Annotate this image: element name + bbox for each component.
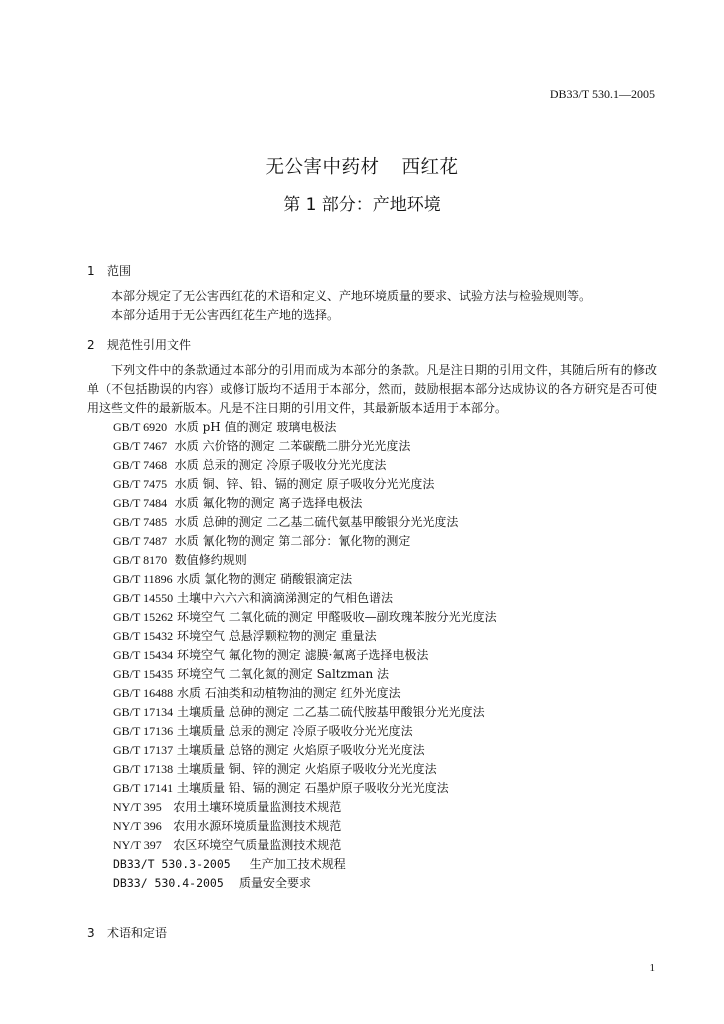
reference-item (113, 779, 497, 798)
reference-item (113, 798, 497, 817)
reference-title: 水质 氰化物的测定 第二部分：氰化物的测定 (174, 534, 411, 548)
reference-code: GB/T 6920 (113, 420, 168, 434)
reference-code: GB/T 17134 (113, 705, 174, 719)
reference-code: GB/T 16488 (113, 686, 174, 700)
reference-title: 土壤质量 总铬的测定 火焰原子吸收分光光度法 (176, 743, 425, 757)
section-title: 规范性引用文件 (107, 338, 192, 352)
reference-code: GB/T 15262 (113, 610, 174, 624)
reference-code: GB/T 15435 (113, 667, 174, 681)
reference-code: NY/T 396 (113, 819, 162, 833)
reference-code: GB/T 7484 (113, 496, 168, 510)
reference-title: 环境空气 二氧化硫的测定 甲醛吸收—副玫瑰苯胺分光光度法 (176, 610, 497, 624)
reference-item (113, 494, 497, 513)
section-number: 3 (87, 926, 95, 940)
reference-code: GB/T 7467 (113, 439, 168, 453)
section-title: 范围 (107, 264, 132, 278)
document-title (0, 153, 724, 183)
reference-item (113, 589, 497, 608)
reference-item (113, 456, 497, 475)
reference-title: 土壤中六六六和滴滴涕测定的气相色谱法 (176, 591, 393, 605)
reference-title: 水质 六价铬的测定 二苯碳酰二肼分光光度法 (174, 439, 411, 453)
reference-title: 环境空气 二氧化氮的测定 Saltzman 法 (176, 667, 390, 681)
reference-title: 农用土壤环境质量监测技术规范 (173, 800, 342, 814)
reference-code: GB/T 15434 (113, 648, 174, 662)
reference-title: 农区环境空气质量监测技术规范 (173, 838, 342, 852)
references-intro-paragraph: 下列文件中的条款通过本部分的引用而成为本部分的条款。凡是注日期的引用文件，其随后所有的修改单（不包括勘误的内容）或修订版均不适用于本部分，然而，鼓励根据本部分达成协议的各方研究是否可使用这些文件的最新版本。凡是不注日期的引用文件，其最新版本适用于本部分。 (87, 363, 657, 415)
reference-item (113, 475, 497, 494)
reference-code: GB/T 15432 (113, 629, 174, 643)
reference-code: GB/T 7487 (113, 534, 168, 548)
reference-item (113, 608, 497, 627)
reference-item (113, 646, 497, 665)
reference-code: DB33/ 530.4-2005 (113, 876, 224, 890)
title-main: 无公害中药材 (265, 157, 380, 178)
reference-item (113, 418, 497, 437)
reference-item (113, 703, 497, 722)
section-heading-scope (87, 262, 131, 279)
scope-paragraph: 本部分适用于无公害西红花生产地的选择。 (111, 308, 340, 322)
reference-title: 水质 总汞的测定 冷原子吸收分光光度法 (174, 458, 387, 472)
reference-title: 水质 总砷的测定 二乙基二硫代氨基甲酸银分光光度法 (174, 515, 459, 529)
reference-code: GB/T 17138 (113, 762, 174, 776)
reference-title: 质量安全要求 (239, 876, 312, 890)
reference-item (113, 513, 497, 532)
reference-code: GB/T 17137 (113, 743, 174, 757)
page-number: 1 (649, 962, 655, 974)
reference-item (113, 551, 497, 570)
reference-code: GB/T 7475 (113, 477, 168, 491)
reference-title: 土壤质量 铜、锌的测定 火焰原子吸收分光光度法 (176, 762, 437, 776)
reference-title: 土壤质量 铅、镉的测定 石墨炉原子吸收分光光度法 (176, 781, 449, 795)
document-subtitle: 第 1 部分：产地环境 (283, 195, 441, 215)
reference-title: 土壤质量 总汞的测定 冷原子吸收分光光度法 (176, 724, 413, 738)
reference-item (113, 684, 497, 703)
reference-code: GB/T 17141 (113, 781, 174, 795)
title-subject: 西红花 (401, 157, 459, 178)
section-number: 1 (87, 264, 95, 278)
reference-title: 土壤质量 总砷的测定 二乙基二硫代胺基甲酸银分光光度法 (176, 705, 485, 719)
reference-title: 数值修约规则 (174, 553, 247, 567)
reference-code: GB/T 7468 (113, 458, 168, 472)
reference-item (113, 532, 497, 551)
reference-item (113, 627, 497, 646)
reference-code: NY/T 397 (113, 838, 162, 852)
section-heading-normative-references (87, 336, 191, 353)
reference-item (113, 760, 497, 779)
reference-item (113, 437, 497, 456)
reference-item (113, 741, 497, 760)
reference-item (113, 855, 497, 874)
reference-code: GB/T 14550 (113, 591, 174, 605)
reference-title: 农用水源环境质量监测技术规范 (173, 819, 342, 833)
reference-title: 环境空气 氟化物的测定 滤膜·氟离子选择电极法 (176, 648, 429, 662)
reference-title: 水质 pH 值的测定 玻璃电极法 (174, 420, 337, 434)
section-heading-terms-definitions (87, 924, 167, 941)
reference-item (113, 570, 497, 589)
reference-item (113, 836, 497, 855)
reference-item (113, 874, 497, 893)
reference-title: 水质 石油类和动植物油的测定 红外光度法 (176, 686, 401, 700)
title-block (0, 153, 724, 219)
reference-code: GB/T 17136 (113, 724, 174, 738)
reference-list (113, 418, 497, 893)
reference-code: DB33/T 530.3-2005 (113, 857, 231, 871)
document-code: DB33/T 530.1—2005 (549, 87, 655, 101)
reference-title: 水质 氟化物的测定 离子选择电极法 (174, 496, 363, 510)
reference-code: GB/T 7485 (113, 515, 168, 529)
reference-item (113, 665, 497, 684)
reference-code: GB/T 11896 (113, 572, 173, 586)
section-number: 2 (87, 338, 95, 352)
reference-code: GB/T 8170 (113, 553, 168, 567)
reference-title: 环境空气 总悬浮颗粒物的测定 重量法 (176, 629, 377, 643)
reference-title: 水质 铜、锌、铅、镉的测定 原子吸收分光光度法 (174, 477, 435, 491)
reference-code: NY/T 395 (113, 800, 162, 814)
scope-paragraph: 本部分规定了无公害西红花的术语和定义、产地环境质量的要求、试验方法与检验规则等。 (111, 289, 592, 303)
reference-item (113, 722, 497, 741)
reference-title: 生产加工技术规程 (249, 857, 346, 871)
reference-title: 水质 氯化物的测定 硝酸银滴定法 (176, 572, 353, 586)
reference-item (113, 817, 497, 836)
section-title: 术语和定语 (107, 926, 168, 940)
